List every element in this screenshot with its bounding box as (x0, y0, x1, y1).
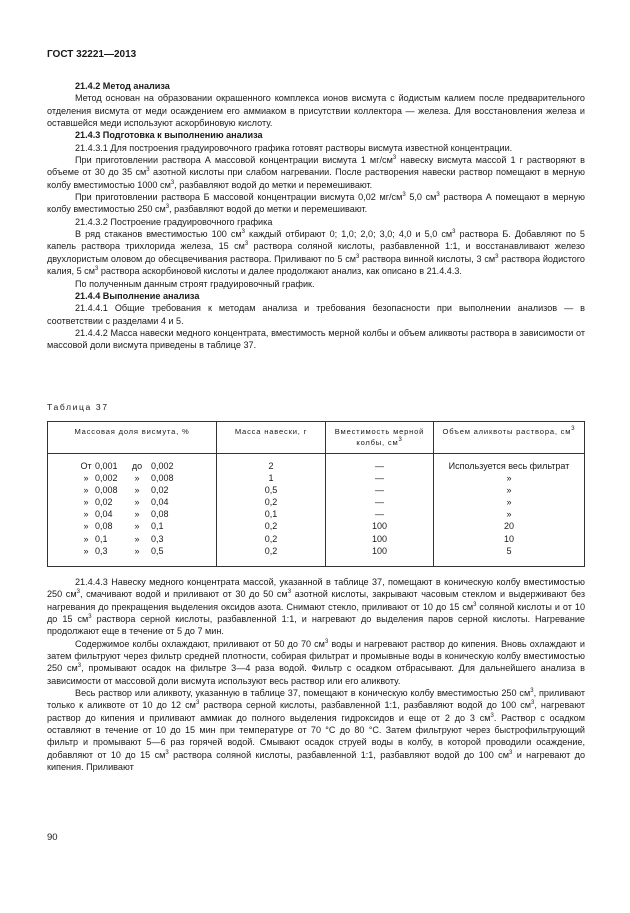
cell-aliquot-volume: Используется весь фильтрат (434, 460, 585, 472)
table-row (48, 545, 585, 557)
cell-flask-capacity: — (326, 472, 434, 484)
cell-aliquot-volume: 20 (434, 520, 585, 532)
cell-flask-capacity: 100 (326, 545, 434, 557)
table-row (48, 460, 585, 472)
paragraph: 21.4.3.2 Построение градуировочного графика (75, 216, 273, 227)
cell-flask-capacity: — (326, 496, 434, 508)
section-heading: 21.4.3 Подготовка к выполнению анализа (75, 130, 263, 141)
paragraph: При приготовлении раствора А массовой концентрации висмута 1 $мг/см^3$ навеску висмута массой 1 г растворяют в объеме от 30 до 35 $см^3$ азотной кислоты при слабом нагревании. После растворения навески раствор помещают в мерную колбу вместимостью 1000 $см^3$, разбавляют водой до метки и перемешивают. (47, 155, 585, 190)
cell-flask-capacity: — (326, 460, 434, 472)
cell-range: » 0,3 » 0,5 (48, 545, 217, 557)
table-row (48, 508, 585, 520)
cell-range: » 0,002 » 0,008 (48, 472, 217, 484)
cell-flask-capacity: — (326, 484, 434, 496)
cell-sample-mass: 0,2 (217, 520, 326, 532)
paragraph: 21.4.4.3 Навеску медного концентрата массой, указанной в таблице 37, помещают в коническую колбу вместимостью 250 $см^3$, смачивают водой и приливают от 30 до 50 $см^3$ азотной кислоты, закрывают часовым стеклом и выдерживают без нагревания до прекращения выделения оксидов азота. Снимают стекло, приливают от 10 до 15 $см^3$ соляной кислоты и от 10 до 15 $см^3$ раствора серной кислоты, разбавленной 1:1, и нагревают до выделения паров серной кислоты. Нагревание продолжают еще в течение от 5 до 7 мин. (47, 577, 586, 637)
cell-sample-mass: 2 (217, 460, 326, 472)
cell-sample-mass: 1 (217, 472, 326, 484)
paragraph: По полученным данным строят градуировочный график. (75, 278, 315, 289)
cell-aliquot-volume: 10 (434, 533, 585, 545)
paragraph: Весь раствор или аликвоту, указанную в таблице 37, помещают в коническую колбу вместимостью 250 $см^3$, приливают только к аликвоте от 10 до 12 $см^3$ раствора серной кислоты, разбавленной 1:1, разбавляют водой до 100 $см^3$, нагревают раствор до кипения и приливают аммиак до полного выделения гидроксидов и еще от 2 до 3 $см^3$. Раствор с осадком оставляют в течение от 10 до 15 мин при температуре от 70 °С до 80 °С. Затем фильтруют через быстрофильтрующий фильтр и промывают 5—6 раз горячей водой. Смывают осадок струей воды в колбу, в которой проводили осаждение, добавляют от 10 до 15 $см^3$ раствора соляной кислоты, разбавленной 1:1, разбавляют водой до 100 $см^3$ и нагревают до кипения. Приливают (47, 688, 586, 773)
table-row (48, 472, 585, 484)
cell-sample-mass: 0,1 (217, 508, 326, 520)
section-text-bottom (47, 576, 585, 774)
table-37 (47, 421, 585, 567)
cell-range: » 0,1 » 0,3 (48, 533, 217, 545)
document-header: ГОСТ 32221—2013 (47, 49, 137, 60)
paragraph: В ряд стаканов вместимостью 100 $см^3$ каждый отбирают 0; 1,0; 2,0; 3,0; 4,0 и 5,0 $см^3$ раствора Б. Добавляют по 5 капель раствора трихлорида железа, 15 $см^3$ раствора соляной кислоты, разбавленной 1:1, и восстанавливают железо двухлористым оловом до обесцвечивания раствора. Приливают по 5 $см^3$ раствора винной кислоты, 3 $см^3$ раствора йодистого калия, 5 $см^3$ раствора аскорбиновой кислоты и далее продолжают анализ, как описано в 21.4.4.3. (47, 229, 585, 277)
cell-flask-capacity: — (326, 508, 434, 520)
cell-sample-mass: 0,2 (217, 545, 326, 557)
paragraph: Содержимое колбы охлаждают, приливают от 50 до 70 $см^3$ воды и нагревают раствор до кипения. Вновь охлаждают и затем фильтруют через фильтр средней плотности, собирая фильтрат и промывные воды в коническую колбу вместимостью 250 $см^3$, промывают осадок на фильтре 3—4 раза водой. Фильтр с осадком отбрасывают. Для дальнейшего анализа в зависимости от массовой доли висмута используют весь раствор или его аликвоту. (47, 638, 585, 686)
paragraph: 21.4.4.2 Масса навески медного концентрата, вместимость мерной колбы и объем аликвоты раствора в зависимости от массовой доли висмута приведены в таблице 37. (47, 327, 585, 351)
cell-flask-capacity: 100 (326, 520, 434, 532)
cell-aliquot-volume: » (434, 496, 585, 508)
page-number: 90 (47, 832, 58, 843)
paragraph: При приготовлении раствора Б массовой концентрации висмута 0,02 $мг/см^3$ 5,0 $см^3$ раствора А помещают в мерную колбу вместимостью 250 $см^3$, разбавляют водой до метки и перемешивают. (47, 192, 585, 215)
cell-range: » 0,04 » 0,08 (48, 508, 217, 520)
cell-sample-mass: 0,2 (217, 496, 326, 508)
cell-flask-capacity: 100 (326, 533, 434, 545)
cell-aliquot-volume: » (434, 484, 585, 496)
paragraph: 21.4.4.1 Общие требования к методам анализа и требования безопасности при выполнении анализов — в соответствии с разделами 4 и 5. (47, 303, 585, 326)
cell-range: » 0,008 » 0,02 (48, 484, 217, 496)
header-sample-mass: Масса навески, г (217, 422, 326, 454)
cell-range: От 0,001 до 0,002 (48, 460, 217, 472)
cell-aliquot-volume: » (434, 508, 585, 520)
header-mass-fraction: Массовая доля висмута, % (48, 422, 217, 454)
cell-range: » 0,02 » 0,04 (48, 496, 217, 508)
paragraph: 21.4.3.1 Для построения градуировочного графика готовят растворы висмута известной концентрации. (75, 142, 513, 153)
section-heading: 21.4.4 Выполнение анализа (75, 290, 200, 301)
section-heading: 21.4.2 Метод анализа (75, 81, 170, 91)
header-aliquot-volume: Объем аликвоты раствора, $см^3$ (434, 422, 585, 454)
cell-range: » 0,08 » 0,1 (48, 520, 217, 532)
table-row (48, 520, 585, 532)
table-caption: Таблица 37 (47, 402, 109, 412)
paragraph: Метод основан на образовании окрашенного комплекса ионов висмута с йодистым калием после предварительного отделения висмута от меди осаждением его аммиаком в присутствии коллектора — железа. Для восстановления железа и оставшейся меди используют аскорбиновую кислоту. (47, 93, 585, 129)
table-row (48, 533, 585, 545)
cell-aliquot-volume: » (434, 472, 585, 484)
cell-aliquot-volume: 5 (434, 545, 585, 557)
table-row (48, 496, 585, 508)
cell-sample-mass: 0,5 (217, 484, 326, 496)
cell-sample-mass: 0,2 (217, 533, 326, 545)
section-text-top (47, 80, 585, 352)
table-row (48, 484, 585, 496)
header-flask-capacity: Вместимость мерной колбы, $см^3$ (326, 422, 434, 454)
